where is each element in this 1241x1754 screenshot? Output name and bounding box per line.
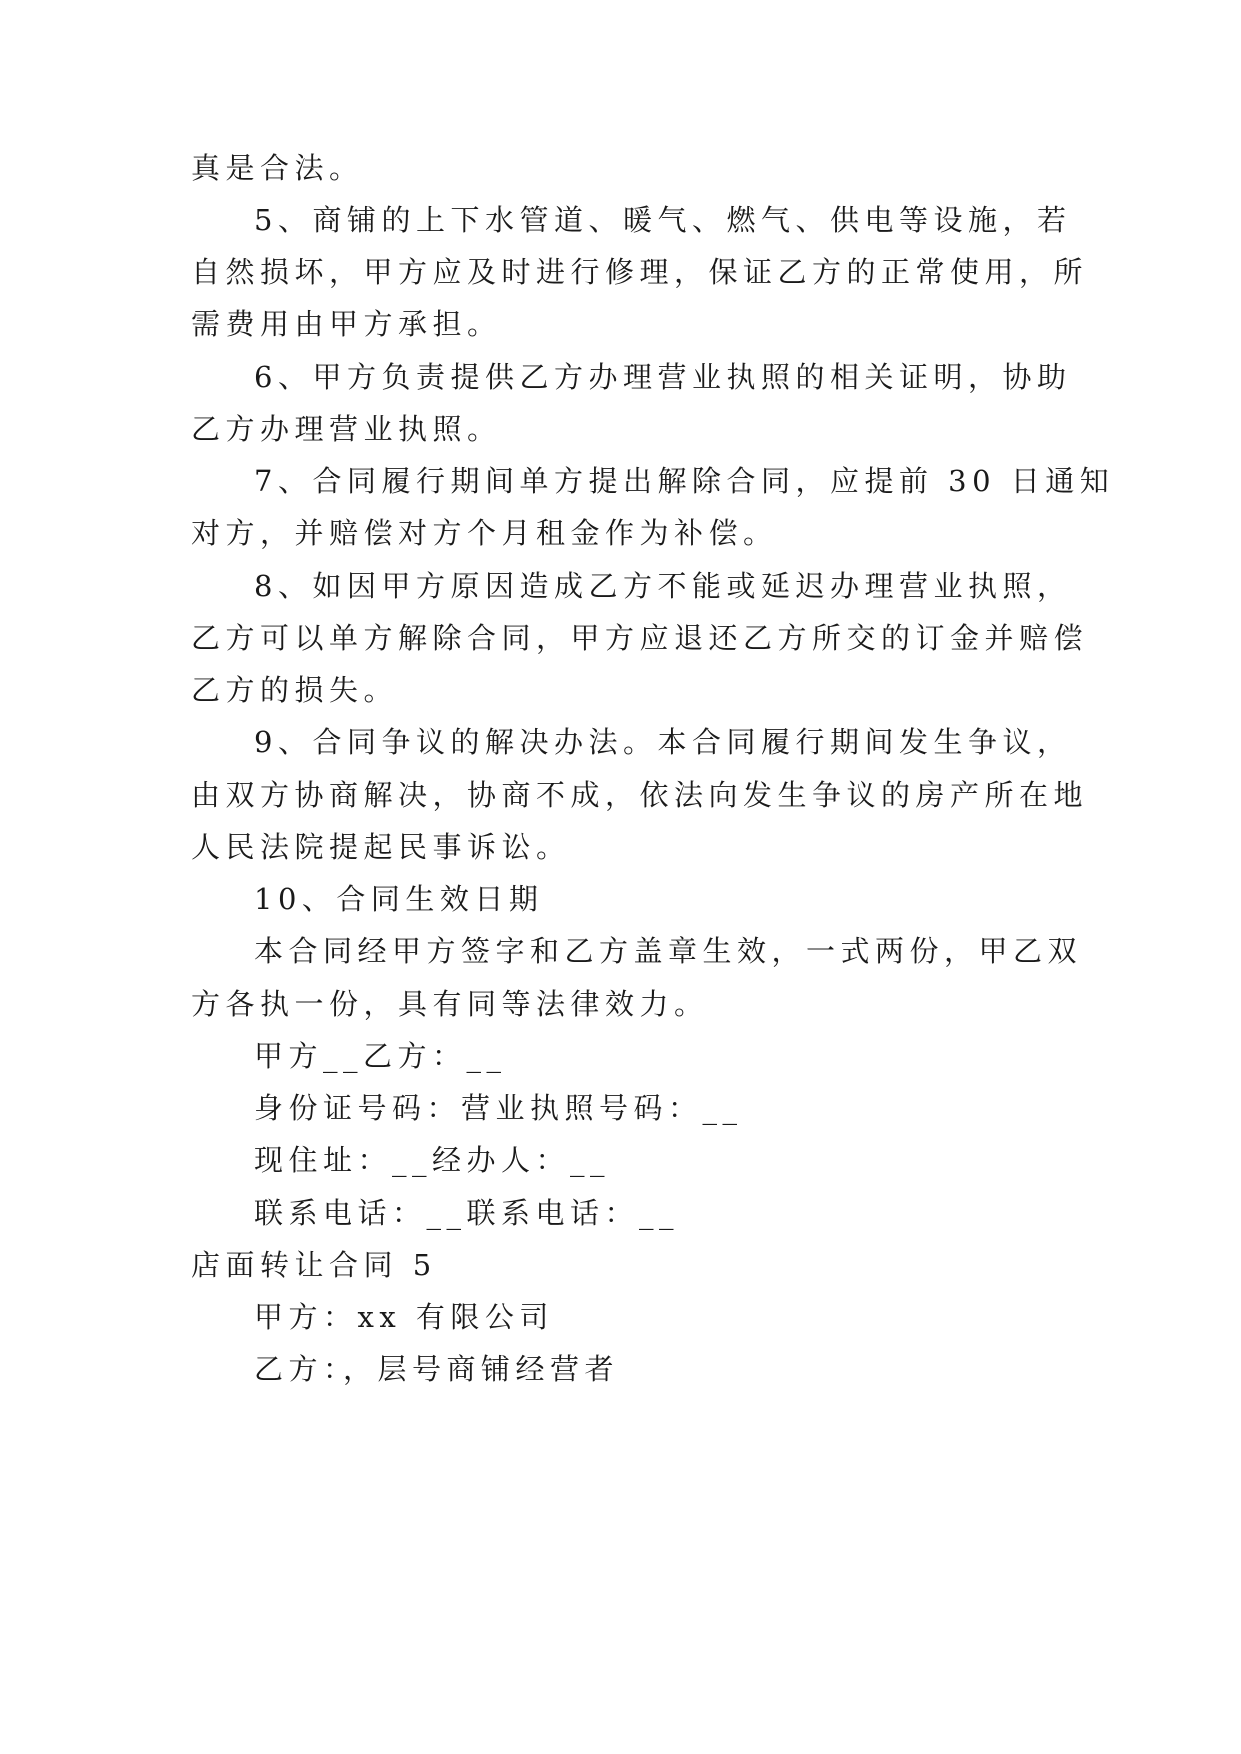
clause-6-line-2: 乙方办理营业执照。: [191, 412, 502, 446]
signature-address: 现住址：__经办人：__: [254, 1143, 611, 1177]
clause-5-line-2: 自然损坏，甲方应及时进行修理，保证乙方的正常使用，所: [191, 255, 1089, 289]
clause-8-line-1: 8、如因甲方原因造成乙方不能或延迟办理营业执照，: [254, 569, 1072, 603]
text-line-1: 真是合法。: [191, 151, 364, 185]
clause-5-line-1: 5、商铺的上下水管道、暖气、燃气、供电等设施，若: [254, 203, 1072, 237]
clause-7-line-1: 7、合同履行期间单方提出解除合同，应提前 30 日通知: [254, 464, 1115, 498]
clause-9-line-1: 9、合同争议的解决办法。本合同履行期间发生争议，: [254, 725, 1072, 759]
clause-10-line-2: 方各执一份，具有同等法律效力。: [191, 987, 709, 1021]
signature-id-numbers: 身份证号码：营业执照号码：__: [254, 1091, 743, 1125]
party-a-line: 甲方：xx 有限公司: [254, 1300, 554, 1334]
clause-9-line-2: 由双方协商解决，协商不成，依法向发生争议的房产所在地: [191, 778, 1089, 812]
clause-5-line-3: 需费用由甲方承担。: [191, 307, 502, 341]
clause-6-line-1: 6、甲方负责提供乙方办理营业执照的相关证明，协助: [254, 360, 1072, 394]
signature-phone: 联系电话：__联系电话：__: [254, 1196, 680, 1230]
section-title: 店面转让合同 5: [191, 1248, 437, 1282]
clause-10-heading: 10、合同生效日期: [254, 882, 544, 916]
clause-8-line-3: 乙方的损失。: [191, 673, 399, 707]
clause-10-line-1: 本合同经甲方签字和乙方盖章生效，一式两份，甲乙双: [254, 934, 1083, 968]
clause-7-line-2: 对方，并赔偿对方个月租金作为补偿。: [191, 516, 778, 550]
party-b-line: 乙方：，层号商铺经营者: [254, 1352, 620, 1386]
clause-9-line-3: 人民法院提起民事诉讼。: [191, 830, 571, 864]
signature-parties: 甲方__乙方：__: [254, 1039, 507, 1073]
clause-8-line-2: 乙方可以单方解除合同，甲方应退还乙方所交的订金并赔偿: [191, 621, 1089, 655]
